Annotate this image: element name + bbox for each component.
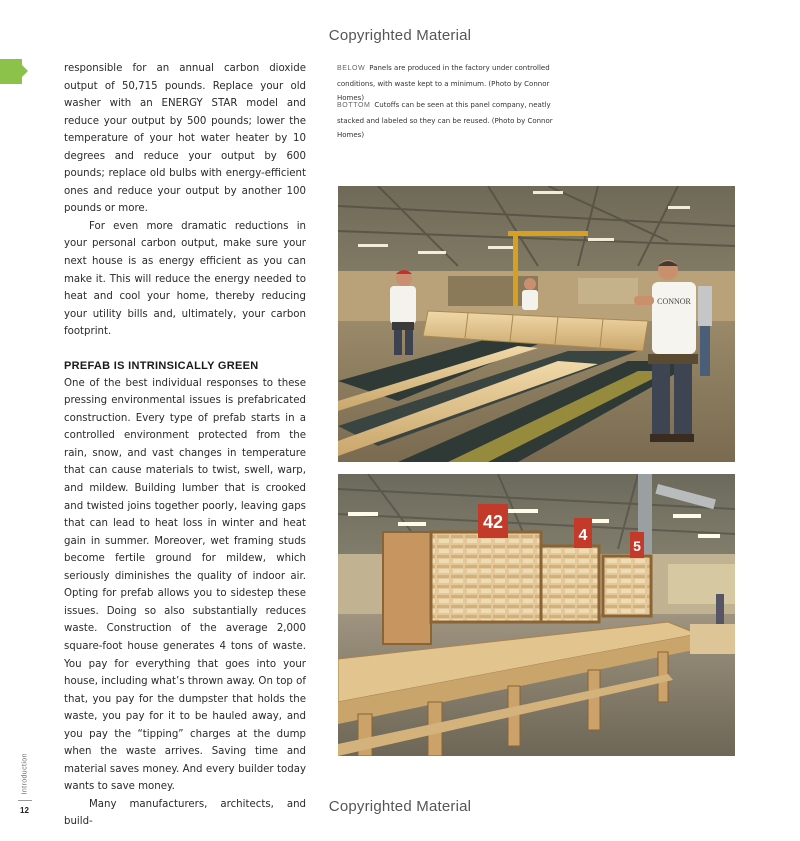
running-head-text: Introduction [21, 753, 29, 795]
caption-bottom [337, 98, 577, 143]
photo-cutoffs-stacked [338, 474, 735, 756]
page-number: 12 [20, 806, 29, 815]
paragraph-3: One of the best individual responses to these pressing environmental issues is prefabricated construction. Every type of prefab starts in a controlled environment protected from the rain, snow, and vast changes in temperature that can cause materials to twist, swell, warp, and mildew. Building lumber that is crooked and twisted joins together poorly, leaving gaps that can lead to heat loss in winter and heat gain in summer. Moreover, wet framing studs become fertile ground for mildew, which seriously diminishes the quality of indoor air. Opting for prefab allows you to sidestep these issues. Doing so also substantially reduces waste. Construction of the average 2,000 square-foot house generates 4 tons of waste. You pay for everything that goes into your house, including what’s thrown away. On top of that, you pay for the dumpster that holds the waste, you pay for it to be hauled away, and you pay the “tipping” charges at the dump when the waste arrives. Saving time and material saves money. And every builder today wants to save money. [64, 377, 306, 793]
rack-sign-3: 5 [633, 538, 641, 554]
rack-sign-2: 4 [578, 527, 588, 544]
photo-panel-production [338, 186, 735, 462]
paragraph-1: responsible for an annual carbon dioxide output of 50,715 pounds. Replace your old washer with an ENERGY STAR model and reduce your output by 500 pounds; lower the temperature of your hot water heater by 10 degrees and reduce your output by 600 pounds; replace old bulbs with energy-efficient ones and reduce your output by another 100 pounds or more. [64, 63, 306, 215]
caption-bottom-text: Cutoffs can be seen at this panel company, neatly stacked and labeled so they can be reused. (Photo by Connor Homes) [337, 101, 553, 139]
watermark-top: Copyrighted Material [328, 27, 472, 44]
running-head [18, 752, 30, 797]
section-tab-marker [0, 59, 22, 84]
caption-below-text: Panels are produced in the factory under controlled conditions, with waste kept to a minimum. (Photo by Connor Homes) [337, 64, 550, 102]
caption-bottom-label: BOTTOM [337, 102, 371, 109]
body-text-column [64, 60, 306, 831]
watermark-bottom: Copyrighted Material [328, 798, 472, 815]
shirt-logo: CONNOR [657, 297, 691, 306]
paragraph-2: For even more dramatic reductions in your personal carbon output, make sure your next house is as energy efficient as you can make it. This will reduce the energy needed to heat and cool your home, thereby reducing your utility bills and, ultimately, your carbon footprint. [64, 220, 306, 338]
rack-sign-1: 42 [482, 512, 504, 532]
caption-below-label: BELOW [337, 65, 366, 72]
section-heading: PREFAB IS INTRINSICALLY GREEN [64, 359, 259, 372]
paragraph-4: Many manufacturers, architects, and build- [64, 798, 306, 828]
